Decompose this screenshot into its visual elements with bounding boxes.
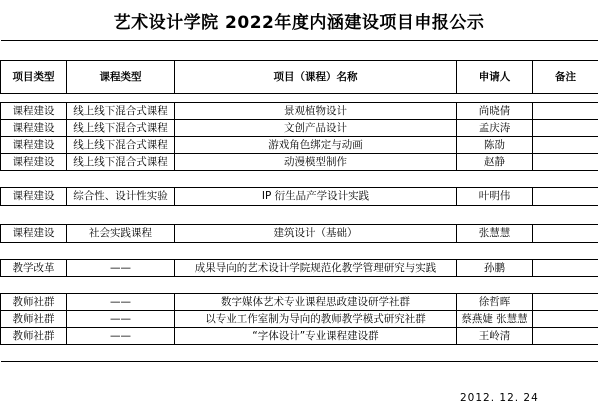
cell-name[interactable]: 景观植物设计 bbox=[175, 103, 457, 120]
cell-course-type[interactable]: 综合性、设计性实验 bbox=[67, 188, 175, 206]
cell-course-type[interactable]: —— bbox=[67, 260, 175, 277]
cell-applicant[interactable]: 叶明伟 bbox=[457, 188, 533, 206]
header-project-name: 项目（课程）名称 bbox=[175, 61, 457, 94]
cell-applicant[interactable]: 孙鹏 bbox=[457, 260, 533, 277]
blank-row bbox=[1, 243, 598, 260]
cell-applicant[interactable]: 孟庆涛 bbox=[457, 120, 533, 137]
cell-applicant[interactable]: 王岭清 bbox=[457, 328, 533, 345]
cell-course-type[interactable]: 线上线下混合式课程 bbox=[67, 120, 175, 137]
cell-type[interactable]: 教师社群 bbox=[1, 294, 67, 311]
cell-course-type[interactable]: 线上线下混合式课程 bbox=[67, 137, 175, 154]
cell-note[interactable] bbox=[533, 103, 598, 120]
table-row[interactable] bbox=[1, 188, 598, 206]
cell-name[interactable]: 数字媒体艺术专业课程思政建设研学社群 bbox=[175, 294, 457, 311]
cell-type[interactable]: 课程建设 bbox=[1, 103, 67, 120]
cell-note[interactable] bbox=[533, 260, 598, 277]
cell-name[interactable]: 文创产品设计 bbox=[175, 120, 457, 137]
cell-applicant[interactable]: 徐哲晖 bbox=[457, 294, 533, 311]
cell-applicant[interactable]: 赵静 bbox=[457, 154, 533, 171]
cell-name[interactable]: IP 衍生品产学设计实践 bbox=[175, 188, 457, 206]
cell-note[interactable] bbox=[533, 137, 598, 154]
cell-applicant[interactable]: 陈劭 bbox=[457, 137, 533, 154]
header-applicant: 申请人 bbox=[457, 61, 533, 94]
header-project-type: 项目类型 bbox=[1, 61, 67, 94]
cell-applicant[interactable]: 蔡燕婕 张慧慧 bbox=[457, 311, 533, 328]
blank-row bbox=[1, 345, 598, 362]
cell-note[interactable] bbox=[533, 188, 598, 206]
project-table bbox=[0, 40, 598, 362]
cell-note[interactable] bbox=[533, 328, 598, 345]
table-row[interactable] bbox=[1, 328, 598, 345]
publish-date: 2012. 12. 24 bbox=[460, 392, 539, 404]
cell-type[interactable]: 课程建设 bbox=[1, 120, 67, 137]
cell-note[interactable] bbox=[533, 154, 598, 171]
table-row[interactable] bbox=[1, 260, 598, 277]
table-row[interactable] bbox=[1, 103, 598, 120]
cell-note[interactable] bbox=[533, 294, 598, 311]
cell-name[interactable]: 建筑设计（基础） bbox=[175, 225, 457, 243]
table-row[interactable] bbox=[1, 120, 598, 137]
cell-note[interactable] bbox=[533, 120, 598, 137]
blank-row bbox=[1, 94, 598, 103]
table-row[interactable] bbox=[1, 294, 598, 311]
blank-row bbox=[1, 41, 598, 61]
header-note: 备注 bbox=[533, 61, 598, 94]
table-row[interactable] bbox=[1, 154, 598, 171]
cell-type[interactable]: 课程建设 bbox=[1, 154, 67, 171]
blank-row bbox=[1, 206, 598, 225]
table-row[interactable] bbox=[1, 137, 598, 154]
blank-row bbox=[1, 171, 598, 188]
cell-name[interactable]: “字体设计”专业课程建设群 bbox=[175, 328, 457, 345]
table-row[interactable] bbox=[1, 311, 598, 328]
cell-course-type[interactable]: 线上线下混合式课程 bbox=[67, 103, 175, 120]
header-course-type: 课程类型 bbox=[67, 61, 175, 94]
cell-type[interactable]: 教学改革 bbox=[1, 260, 67, 277]
cell-note[interactable] bbox=[533, 311, 598, 328]
cell-note[interactable] bbox=[533, 225, 598, 243]
cell-name[interactable]: 以专业工作室制为导向的教师教学模式研究社群 bbox=[175, 311, 457, 328]
page-title: 艺术设计学院 2022年度内涵建设项目申报公示 bbox=[113, 13, 485, 33]
cell-type[interactable]: 教师社群 bbox=[1, 311, 67, 328]
cell-applicant[interactable]: 尚晓倩 bbox=[457, 103, 533, 120]
table-row[interactable] bbox=[1, 225, 598, 243]
cell-type[interactable]: 教师社群 bbox=[1, 328, 67, 345]
cell-course-type[interactable]: —— bbox=[67, 294, 175, 311]
cell-name[interactable]: 成果导向的艺术设计学院规范化教学管理研究与实践 bbox=[175, 260, 457, 277]
cell-course-type[interactable]: 社会实践课程 bbox=[67, 225, 175, 243]
header-row bbox=[1, 61, 598, 94]
cell-course-type[interactable]: —— bbox=[67, 311, 175, 328]
cell-name[interactable]: 动漫模型制作 bbox=[175, 154, 457, 171]
cell-type[interactable]: 课程建设 bbox=[1, 188, 67, 206]
cell-applicant[interactable]: 张慧慧 bbox=[457, 225, 533, 243]
cell-name[interactable]: 游戏角色绑定与动画 bbox=[175, 137, 457, 154]
blank-row bbox=[1, 277, 598, 294]
cell-type[interactable]: 课程建设 bbox=[1, 225, 67, 243]
cell-type[interactable]: 课程建设 bbox=[1, 137, 67, 154]
cell-course-type[interactable]: —— bbox=[67, 328, 175, 345]
cell-course-type[interactable]: 线上线下混合式课程 bbox=[67, 154, 175, 171]
